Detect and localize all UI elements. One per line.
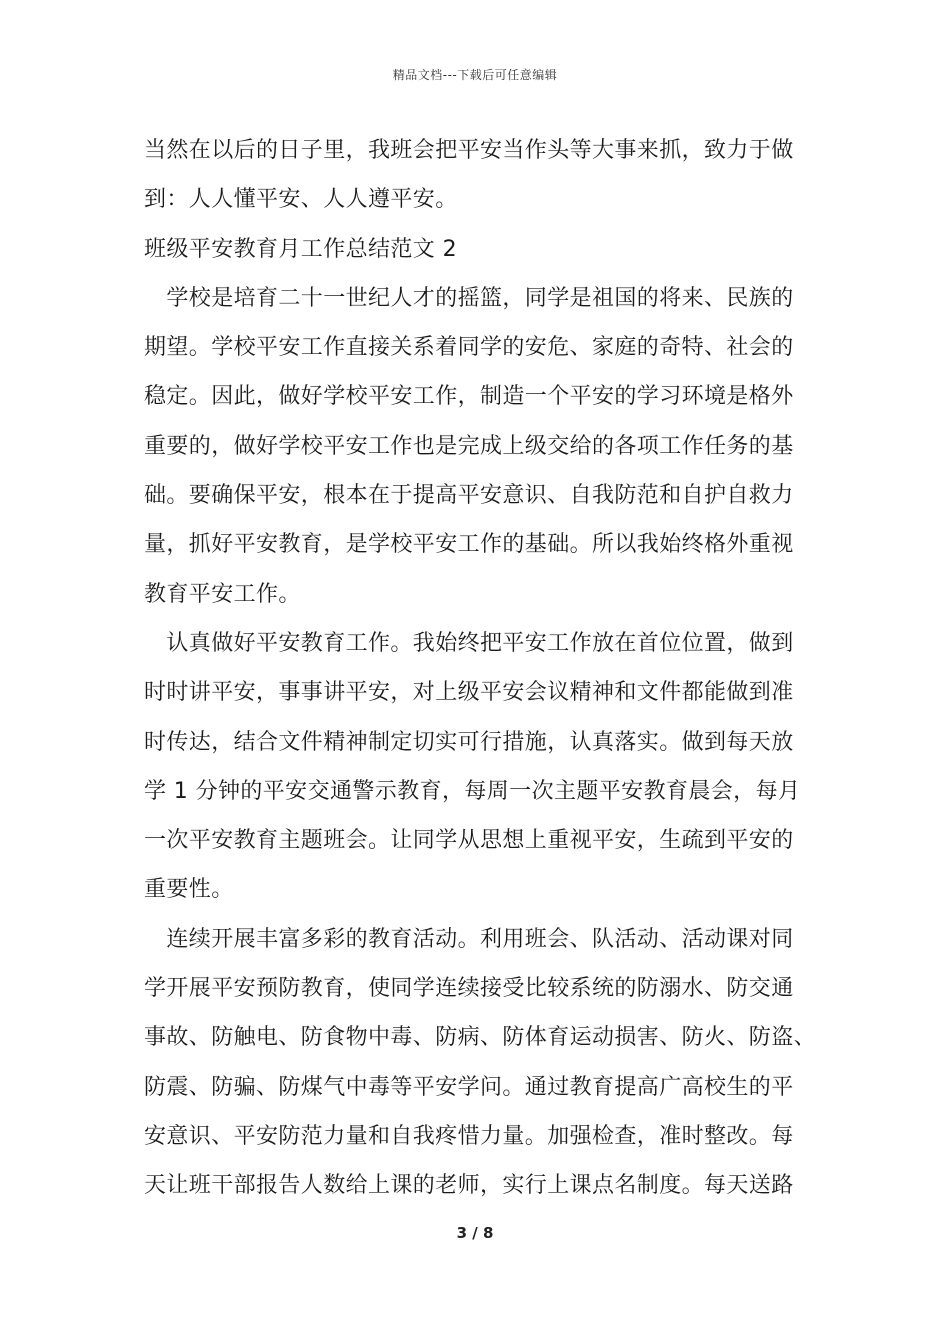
text-line: 一次平安教育主题班会。让同学从思想上重视平安，生疏到平安的 <box>144 828 794 854</box>
text-line: 学校是培育二十一世纪人才的摇篮，同学是祖国的将来、民族的 <box>144 285 794 311</box>
text-line: 到：人人懂平安、人人遵平安。 <box>144 187 458 213</box>
text-line: 础。要确保平安，根本在于提高平安意识、自我防范和自护自救力 <box>144 483 794 509</box>
text-line: 事故、防触电、防食物中毒、防病、防体育运动损害、防火、防盗、 <box>144 1025 817 1051</box>
page-header: 精品文档---下载后可任意编辑 <box>392 68 558 82</box>
text-line: 量，抓好平安教育，是学校平安工作的基础。所以我始终格外重视 <box>144 532 794 558</box>
text-line: 连续开展丰富多彩的教育活动。利用班会、队活动、活动课对同 <box>144 926 794 952</box>
section-title: 班级平安教育月工作总结范文 2 <box>144 236 457 262</box>
text-line: 认真做好平安教育工作。我始终把平安工作放在首位位置，做到 <box>144 630 794 656</box>
text-line: 防震、防骗、防煤气中毒等平安学问。通过教育提高广高校生的平 <box>144 1074 794 1100</box>
text-line: 重要性。 <box>144 877 234 903</box>
text-line: 时传达，结合文件精神制定切实可行措施，认真落实。做到每天放 <box>144 729 794 755</box>
text-line: 时时讲平安，事事讲平安，对上级平安会议精神和文件都能做到准 <box>144 680 794 706</box>
text-line: 学 1 分钟的平安交通警示教育，每周一次主题平安教育晨会，每月 <box>144 778 801 804</box>
text-line: 天让班干部报告人数给上课的老师，实行上课点名制度。每天送路 <box>144 1173 794 1199</box>
text-line: 学开展平安预防教育，使同学连续接受比较系统的防溺水、防交通 <box>144 976 794 1002</box>
text-line: 安意识、平安防范力量和自我疼惜力量。加强检查，准时整改。每 <box>144 1123 794 1149</box>
text-line: 稳定。因此，做好学校平安工作，制造一个平安的学习环境是格外 <box>144 384 794 410</box>
body-text <box>144 126 824 1211</box>
page-number: 3 / 8 <box>456 1224 494 1242</box>
text-line: 期望。学校平安工作直接关系着同学的安危、家庭的奇特、社会的 <box>144 335 794 361</box>
text-line: 教育平安工作。 <box>144 581 301 607</box>
text-line: 重要的，做好学校平安工作也是完成上级交给的各项工作任务的基 <box>144 433 794 459</box>
text-line: 当然在以后的日子里，我班会把平安当作头等大事来抓，致力于做 <box>144 138 794 163</box>
